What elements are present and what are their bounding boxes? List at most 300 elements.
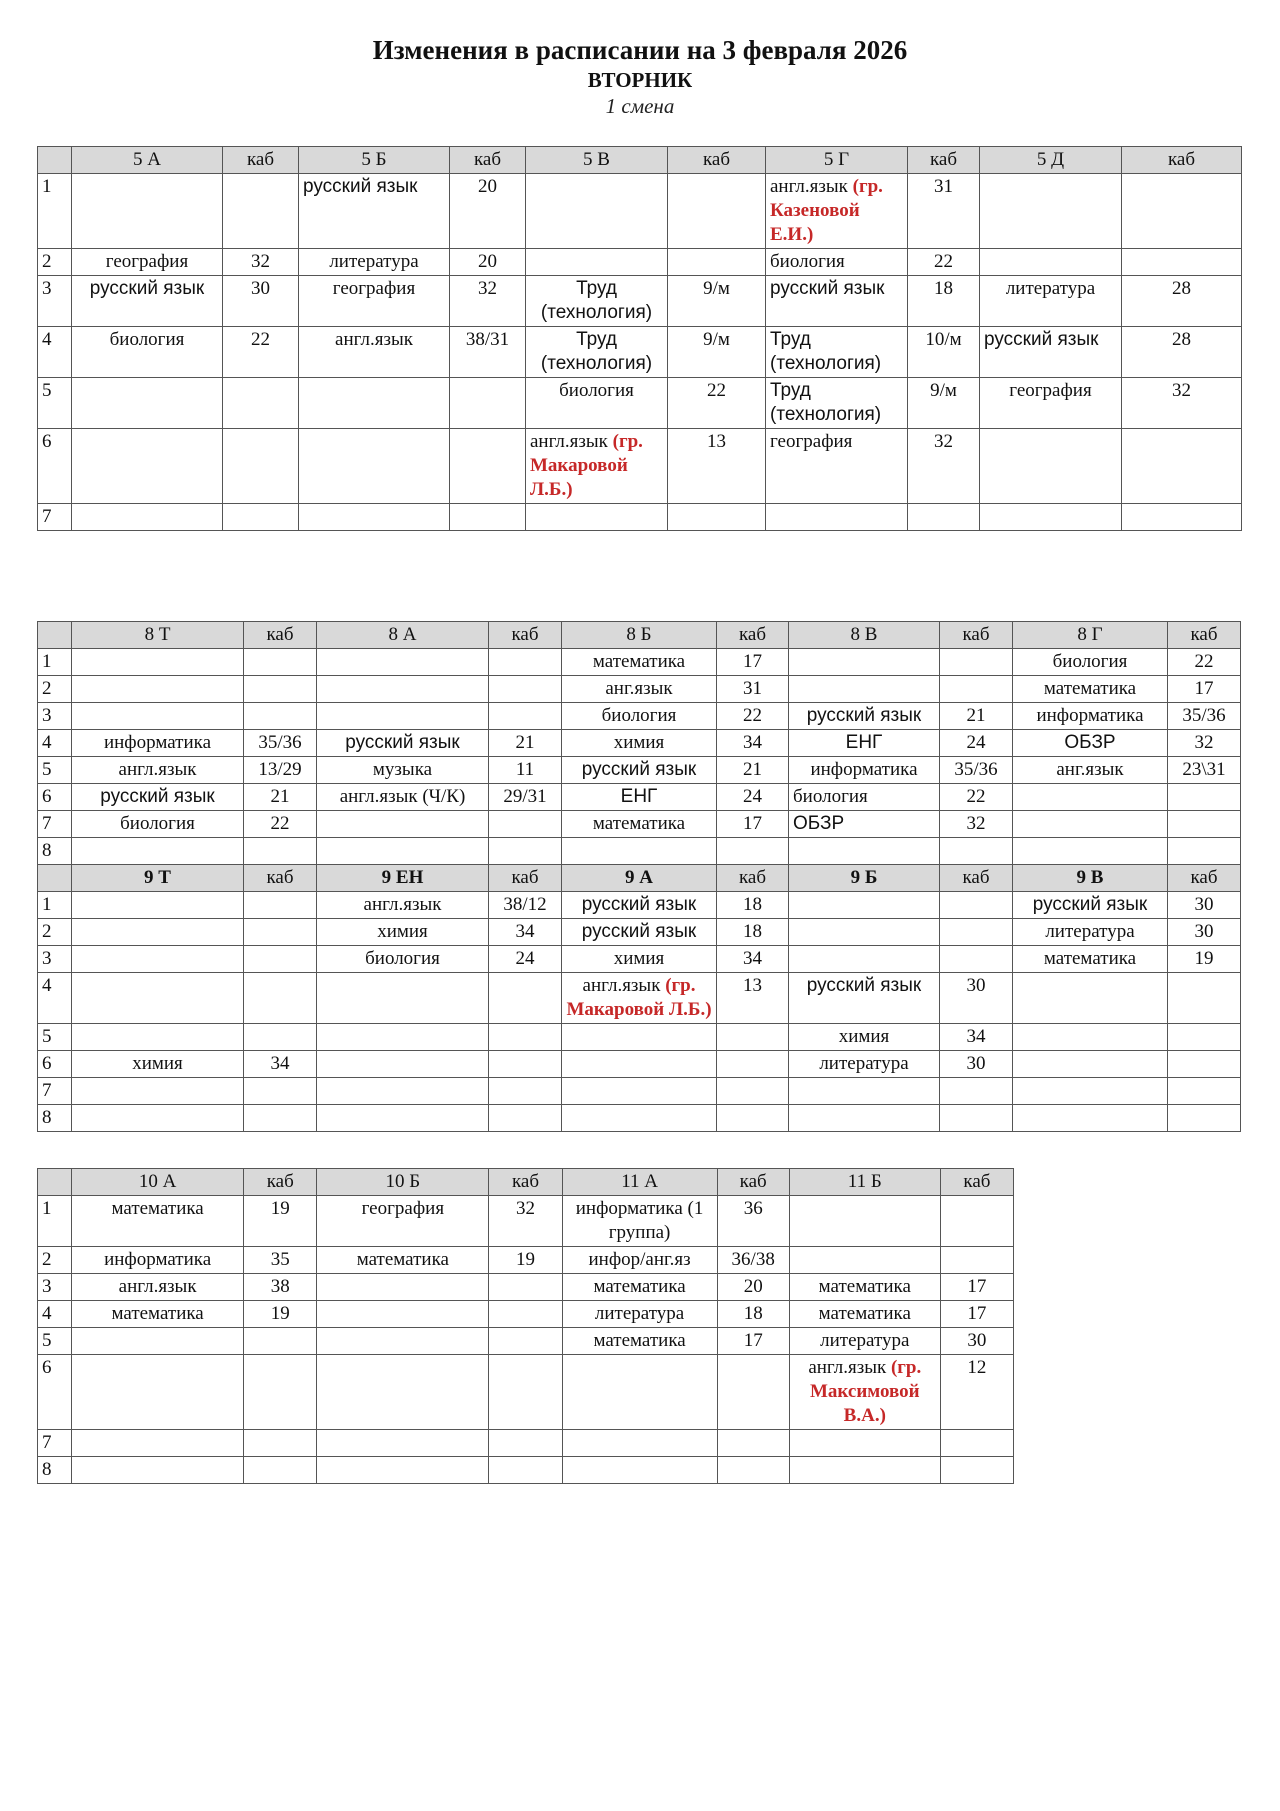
subject-cell (526, 276, 668, 327)
table-row (38, 504, 1242, 531)
subject-name: математика (818, 1303, 911, 1324)
subject-cell (526, 429, 668, 504)
room-cell (1168, 811, 1241, 838)
lesson-number: 3 (38, 946, 72, 973)
room-cell (489, 649, 562, 676)
subject-name: математика (1043, 948, 1137, 969)
lesson-number: 2 (38, 676, 72, 703)
class-header: 5 Б (299, 147, 450, 174)
header-corner (38, 865, 72, 892)
subject-cell (317, 1024, 489, 1051)
subject-cell (72, 676, 244, 703)
lesson-number: 1 (38, 649, 72, 676)
room-header: каб (244, 865, 317, 892)
room-cell (1122, 429, 1242, 504)
subject-cell (72, 1355, 244, 1430)
subject-cell (980, 504, 1122, 531)
subject-name: инфор/анг.яз (588, 1249, 691, 1270)
table-row (38, 1328, 1014, 1355)
table-row (38, 1078, 1241, 1105)
room-cell (717, 1024, 789, 1051)
subject-cell (766, 504, 908, 531)
header-corner (38, 1169, 72, 1196)
room-cell: 34 (717, 730, 789, 757)
room-cell (489, 1051, 562, 1078)
room-cell: 32 (940, 811, 1013, 838)
subject-name: биология (120, 813, 195, 834)
subject-name: биология (770, 251, 845, 272)
subject-name: математика (593, 1276, 686, 1297)
subject-cell (72, 429, 223, 504)
room-cell (940, 676, 1013, 703)
subject-name: литература (329, 251, 419, 272)
room-cell: 30 (940, 1051, 1013, 1078)
table-row (38, 946, 1241, 973)
subject-name: математика (818, 1276, 911, 1297)
room-cell: 36 (717, 1196, 789, 1247)
subject-name: анг.язык (605, 678, 673, 699)
room-cell (489, 1430, 562, 1457)
lesson-number: 5 (38, 378, 72, 429)
class-header: 8 Б (562, 622, 717, 649)
class-header: 8 Г (1013, 622, 1168, 649)
subject-cell (980, 276, 1122, 327)
table-row (38, 1105, 1241, 1132)
room-header: каб (940, 1169, 1013, 1196)
subject-cell (562, 1247, 717, 1274)
room-cell (450, 504, 526, 531)
room-cell (244, 1078, 317, 1105)
room-cell: 36/38 (717, 1247, 789, 1274)
room-cell: 13 (717, 973, 789, 1024)
room-cell: 13 (668, 429, 766, 504)
room-cell (717, 1078, 789, 1105)
subject-name: математика (592, 813, 686, 834)
subject-cell (562, 757, 717, 784)
class-header: 9 Т (72, 865, 244, 892)
subject-cell (72, 1328, 244, 1355)
room-cell (489, 1457, 562, 1484)
subject-name: литература (820, 1330, 910, 1351)
room-cell: 22 (223, 327, 299, 378)
table-row (38, 811, 1241, 838)
subject-name: литература (819, 1053, 909, 1074)
subject-cell (789, 730, 940, 757)
subject-cell (72, 973, 244, 1024)
subject-cell (299, 429, 450, 504)
room-cell: 35/36 (244, 730, 317, 757)
teacher-group-note: (гр. Макаровой Л.Б.) (566, 975, 712, 1020)
room-cell (489, 1024, 562, 1051)
subject-cell (317, 838, 489, 865)
room-cell: 24 (489, 946, 562, 973)
subject-cell (72, 649, 244, 676)
room-cell (489, 1355, 562, 1430)
subject-cell (789, 811, 940, 838)
table-header-row (38, 147, 1242, 174)
lesson-number: 1 (38, 174, 72, 249)
subject-name: англ.язык (530, 431, 608, 452)
table-header-row (38, 622, 1241, 649)
subject-name: литература (594, 1303, 685, 1324)
subject-name: математика (111, 1303, 204, 1324)
lesson-number: 1 (38, 892, 72, 919)
subject-cell (562, 1355, 717, 1430)
room-cell: 34 (244, 1051, 317, 1078)
room-cell (717, 1355, 789, 1430)
header-corner (38, 622, 72, 649)
room-cell (717, 1051, 789, 1078)
lesson-number: 5 (38, 1328, 72, 1355)
room-cell (940, 838, 1013, 865)
subject-cell (317, 649, 489, 676)
table-header-row (38, 1169, 1014, 1196)
lesson-number: 8 (38, 1457, 72, 1484)
page-title: Изменения в расписании на 3 февраля 2026 (372, 35, 908, 65)
room-cell (244, 1105, 317, 1132)
subject-name: химия (377, 921, 428, 942)
subject-cell (317, 1247, 489, 1274)
room-cell (244, 946, 317, 973)
room-cell (244, 676, 317, 703)
subject-cell (317, 730, 489, 757)
lesson-number: 8 (38, 838, 72, 865)
lesson-number: 6 (38, 1051, 72, 1078)
subject-cell (317, 1051, 489, 1078)
subject-cell (980, 327, 1122, 378)
room-cell: 22 (940, 784, 1013, 811)
subject-cell (72, 1301, 244, 1328)
room-cell (244, 919, 317, 946)
lesson-number: 3 (38, 1274, 72, 1301)
room-cell: 21 (717, 757, 789, 784)
room-cell (1122, 504, 1242, 531)
room-cell (489, 676, 562, 703)
table-row (38, 1274, 1014, 1301)
subject-cell (562, 1274, 717, 1301)
room-cell: 32 (223, 249, 299, 276)
subject-cell (562, 1328, 717, 1355)
subject-cell (766, 378, 908, 429)
teacher-group-note: (гр. Макаровой Л.Б.) (530, 431, 643, 500)
subject-name: русский язык (806, 705, 922, 726)
subject-cell (526, 378, 668, 429)
table-row (38, 1051, 1241, 1078)
room-cell (1168, 784, 1241, 811)
subject-cell (562, 1078, 717, 1105)
table-row (38, 703, 1241, 730)
class-header: 8 В (789, 622, 940, 649)
class-header: 5 Д (980, 147, 1122, 174)
room-header: каб (223, 147, 299, 174)
room-cell: 21 (489, 730, 562, 757)
subject-name: математика (1043, 678, 1137, 699)
subject-name: химия (613, 948, 665, 969)
subject-name: англ.язык (335, 329, 413, 350)
room-header: каб (489, 865, 562, 892)
subject-cell (72, 1196, 244, 1247)
room-cell: 38/31 (450, 327, 526, 378)
class-header: 9 Б (789, 865, 940, 892)
lesson-number: 7 (38, 1430, 72, 1457)
subject-cell (1013, 703, 1168, 730)
table-row (38, 1457, 1014, 1484)
room-cell: 17 (717, 1328, 789, 1355)
room-cell (244, 1024, 317, 1051)
lesson-number: 4 (38, 973, 72, 1024)
room-cell: 23\31 (1168, 757, 1241, 784)
room-cell: 34 (940, 1024, 1013, 1051)
subject-cell (789, 1457, 940, 1484)
room-cell (450, 378, 526, 429)
room-cell: 18 (908, 276, 980, 327)
subject-cell (1013, 730, 1168, 757)
room-cell: 32 (1122, 378, 1242, 429)
lesson-number: 6 (38, 429, 72, 504)
subject-cell (562, 946, 717, 973)
table-row (38, 429, 1242, 504)
lesson-number: 4 (38, 730, 72, 757)
room-cell (244, 703, 317, 730)
room-cell (244, 649, 317, 676)
room-cell (244, 1457, 317, 1484)
subject-cell (1013, 1051, 1168, 1078)
subject-cell (789, 649, 940, 676)
table-row (38, 378, 1242, 429)
room-cell (244, 1355, 317, 1430)
subject-name: Труд (технология) (770, 380, 882, 425)
room-cell: 21 (244, 784, 317, 811)
class-header: 10 Б (317, 1169, 489, 1196)
room-cell (244, 838, 317, 865)
subject-name: русский язык (1032, 894, 1148, 915)
subject-cell (1013, 1024, 1168, 1051)
subject-cell (317, 811, 489, 838)
subject-cell (72, 1274, 244, 1301)
room-cell: 32 (489, 1196, 562, 1247)
room-cell (1168, 1105, 1241, 1132)
subject-name: математика (356, 1249, 449, 1270)
class-header: 9 В (1013, 865, 1168, 892)
subject-cell (317, 1430, 489, 1457)
subject-cell (1013, 649, 1168, 676)
subject-name: англ.язык (363, 894, 442, 915)
room-cell: 30 (223, 276, 299, 327)
room-cell: 32 (908, 429, 980, 504)
subject-cell (72, 504, 223, 531)
subject-name: химия (132, 1053, 183, 1074)
room-cell: 17 (717, 811, 789, 838)
room-cell: 22 (1168, 649, 1241, 676)
subject-cell (72, 1457, 244, 1484)
room-cell (450, 429, 526, 504)
subject-cell (789, 757, 940, 784)
subject-cell (72, 174, 223, 249)
subject-cell (562, 811, 717, 838)
room-cell (940, 946, 1013, 973)
subject-cell (562, 1457, 717, 1484)
subject-cell (317, 1457, 489, 1484)
room-cell: 30 (940, 1328, 1013, 1355)
lesson-number: 3 (38, 703, 72, 730)
room-cell (940, 1105, 1013, 1132)
table-row (38, 1355, 1014, 1430)
room-cell (489, 1274, 562, 1301)
schedule-table-grades-10-11 (37, 1168, 1014, 1484)
class-header: 5 А (72, 147, 223, 174)
lesson-number: 2 (38, 919, 72, 946)
subject-name: русский язык (100, 786, 215, 807)
room-cell: 34 (489, 919, 562, 946)
room-cell: 22 (244, 811, 317, 838)
subject-cell (562, 676, 717, 703)
subject-cell (562, 919, 717, 946)
room-header: каб (668, 147, 766, 174)
room-cell (717, 1105, 789, 1132)
subject-cell (299, 378, 450, 429)
subject-cell (766, 174, 908, 249)
room-cell (1122, 174, 1242, 249)
subject-cell (317, 1078, 489, 1105)
table-row (38, 649, 1241, 676)
table-row (38, 973, 1241, 1024)
room-cell: 38 (244, 1274, 317, 1301)
subject-cell (72, 1247, 244, 1274)
room-cell (489, 703, 562, 730)
room-header: каб (940, 865, 1013, 892)
room-cell (940, 1078, 1013, 1105)
table-row (38, 327, 1242, 378)
subject-cell (562, 892, 717, 919)
subject-name: биология (793, 786, 868, 807)
lesson-number: 2 (38, 1247, 72, 1274)
subject-cell (1013, 946, 1168, 973)
room-header: каб (244, 1169, 317, 1196)
subject-cell (526, 327, 668, 378)
subject-name: ОБЗР (1064, 732, 1116, 753)
subject-cell (317, 703, 489, 730)
class-header: 9 А (562, 865, 717, 892)
table-row (38, 249, 1242, 276)
subject-cell (562, 1051, 717, 1078)
subject-cell (317, 1196, 489, 1247)
subject-name: анг.язык (1056, 759, 1124, 780)
room-cell: 31 (717, 676, 789, 703)
room-cell: 34 (717, 946, 789, 973)
subject-cell (317, 892, 489, 919)
subject-cell (72, 919, 244, 946)
subject-cell (789, 1247, 940, 1274)
subject-cell (299, 249, 450, 276)
room-header: каб (1168, 622, 1241, 649)
room-cell (940, 1457, 1013, 1484)
subject-name: англ.язык (118, 1276, 197, 1297)
room-cell (244, 1430, 317, 1457)
room-cell: 30 (940, 973, 1013, 1024)
room-header: каб (489, 1169, 562, 1196)
room-cell (1168, 1024, 1241, 1051)
room-cell (908, 504, 980, 531)
table-row (38, 276, 1242, 327)
subject-name: англ.язык (808, 1357, 887, 1378)
room-cell: 17 (940, 1301, 1013, 1328)
room-cell: 17 (717, 649, 789, 676)
room-cell: 35/36 (940, 757, 1013, 784)
schedule-table-grade-5 (37, 146, 1242, 531)
room-cell: 38/12 (489, 892, 562, 919)
subject-cell (980, 174, 1122, 249)
room-cell (223, 504, 299, 531)
table-row (38, 1430, 1014, 1457)
room-cell: 17 (1168, 676, 1241, 703)
subject-name: русский язык (581, 921, 697, 942)
subject-name: ЕНГ (845, 732, 883, 753)
lesson-number: 6 (38, 1355, 72, 1430)
subject-cell (317, 1105, 489, 1132)
room-cell (244, 1328, 317, 1355)
subject-name: англ.язык (582, 975, 661, 996)
subject-cell (317, 676, 489, 703)
room-header: каб (717, 865, 789, 892)
lesson-number: 7 (38, 1078, 72, 1105)
room-cell: 28 (1122, 327, 1242, 378)
room-cell (489, 1328, 562, 1355)
subject-cell (317, 784, 489, 811)
room-cell: 28 (1122, 276, 1242, 327)
lesson-number: 2 (38, 249, 72, 276)
subject-cell (299, 276, 450, 327)
subject-cell (317, 1301, 489, 1328)
subject-cell (562, 1196, 717, 1247)
class-header: 5 Г (766, 147, 908, 174)
subject-cell (789, 1078, 940, 1105)
room-cell (717, 1430, 789, 1457)
subject-cell (1013, 973, 1168, 1024)
room-cell: 29/31 (489, 784, 562, 811)
subject-name: информатика (810, 759, 918, 780)
room-cell: 9/м (908, 378, 980, 429)
subject-cell (789, 946, 940, 973)
room-header: каб (489, 622, 562, 649)
subject-cell (980, 378, 1122, 429)
subject-name: Труд (технология) (540, 329, 653, 374)
table-row (38, 1247, 1014, 1274)
room-cell: 20 (450, 174, 526, 249)
room-cell: 19 (244, 1196, 317, 1247)
subject-name: русский язык (303, 176, 418, 197)
subject-cell (72, 1430, 244, 1457)
lesson-number: 8 (38, 1105, 72, 1132)
room-header: каб (908, 147, 980, 174)
room-cell: 22 (908, 249, 980, 276)
subject-cell (72, 703, 244, 730)
room-cell (1168, 1078, 1241, 1105)
lesson-number: 4 (38, 1301, 72, 1328)
subject-name: география (105, 251, 189, 272)
room-cell: 9/м (668, 327, 766, 378)
subject-name: Труд (технология) (770, 329, 882, 374)
subject-cell (789, 1051, 940, 1078)
room-cell (1122, 249, 1242, 276)
room-cell: 30 (1168, 892, 1241, 919)
subject-cell (562, 1430, 717, 1457)
subject-cell (72, 276, 223, 327)
subject-name: биология (1052, 651, 1128, 672)
subject-cell (562, 1024, 717, 1051)
class-header: 11 А (562, 1169, 717, 1196)
room-header: каб (1168, 865, 1241, 892)
subject-cell (317, 1274, 489, 1301)
